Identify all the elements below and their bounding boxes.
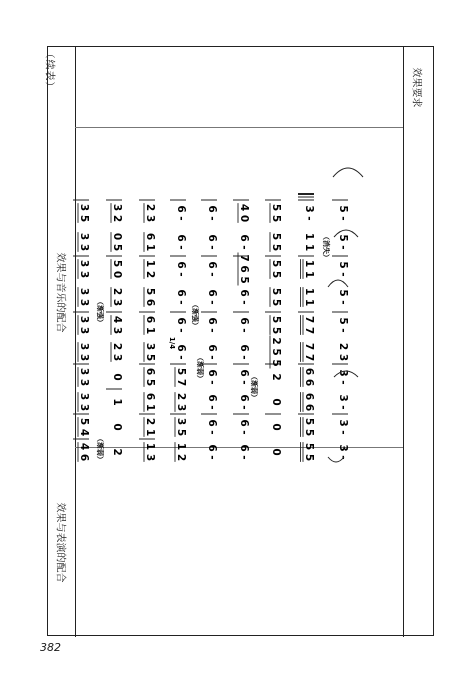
effects-table (47, 46, 434, 636)
jianpu-cell (337, 394, 349, 409)
jianpu-cell (78, 287, 90, 307)
jianpu-cell (144, 287, 156, 307)
jianpu-note: 6 1 (144, 315, 156, 335)
jianpu-cell (303, 205, 315, 220)
slur-curve (328, 280, 348, 287)
jianpu-note: 5 5 (270, 315, 282, 335)
jianpu-cell (111, 448, 123, 455)
jianpu-note: 6 - (238, 419, 250, 435)
jianpu-cell (144, 315, 156, 335)
jianpu-note: 1 3 (144, 442, 156, 462)
jianpu-cell (78, 342, 90, 362)
slur-curve (333, 168, 363, 177)
jianpu-note: 3 5 (175, 417, 187, 437)
jianpu-note: 1 1 (303, 259, 315, 279)
jianpu-cell (175, 392, 187, 412)
jianpu-cell (78, 203, 90, 223)
jianpu-cell (206, 344, 218, 359)
jianpu-cell (303, 233, 315, 251)
jianpu-cell (175, 234, 187, 249)
jianpu-note: 7 7 (303, 342, 315, 362)
jianpu-cell (270, 287, 282, 307)
header-requirements-text: 效果要求 (410, 67, 422, 107)
jianpu-cell (301, 342, 316, 362)
jianpu-cell (78, 367, 90, 387)
jianpu-note: 2 5 5 (270, 337, 282, 367)
jianpu-cell (111, 423, 123, 430)
jianpu-note: 5 - (337, 234, 349, 250)
jianpu-cell (175, 205, 187, 220)
jianpu-cell (270, 373, 282, 380)
jianpu-cell (78, 259, 90, 279)
jianpu-note: 6 - (206, 344, 218, 360)
jianpu-cell (175, 442, 187, 462)
jianpu-cell (206, 444, 218, 459)
jianpu-note: 6 - (206, 444, 218, 460)
jianpu-cell (206, 419, 218, 434)
jianpu-cell (206, 394, 218, 409)
jianpu-cell (301, 259, 316, 279)
jianpu-cell (175, 367, 187, 387)
jianpu-note: 6 - (206, 205, 218, 221)
jianpu-note: 2 3 (337, 342, 349, 362)
jianpu-cell (206, 261, 218, 276)
jianpu-note: 0 (111, 373, 123, 381)
jianpu-note: 6 - (175, 234, 187, 250)
jianpu-note: 0 (270, 398, 282, 406)
jianpu-note: 3 3 (78, 287, 90, 307)
jianpu-note: 6 - (238, 289, 250, 305)
jianpu-cell (238, 369, 250, 384)
jianpu-note: 6 - (238, 369, 250, 385)
jianpu-note: 4 0 (238, 203, 250, 223)
jianpu-cell (238, 289, 250, 304)
jianpu-note: 0 5 (111, 232, 123, 252)
jianpu-note: 6 - (206, 289, 218, 305)
jianpu-cell (238, 419, 250, 434)
dynamic-annotation-text: （渐弱） (196, 354, 204, 382)
jianpu-note: 6 - (175, 205, 187, 221)
dynamic-annotation-text: （消失） (322, 233, 330, 261)
jianpu-cell (144, 232, 156, 252)
jianpu-cell (270, 336, 282, 369)
continued-table-note-text: （续表） (43, 48, 55, 92)
jianpu-note: 3 3 (78, 232, 90, 252)
jianpu-note: 1 1 (303, 232, 315, 252)
jianpu-cell (144, 259, 156, 279)
dynamic-annotation-text: （渐强） (96, 298, 104, 326)
dynamic-annotation (322, 233, 331, 261)
jianpu-note: 5 - (337, 205, 349, 221)
jianpu-note: 6 - (238, 444, 250, 460)
jianpu-cell (238, 317, 250, 332)
jianpu-cell (301, 417, 316, 437)
jianpu-note: 6 5 (144, 367, 156, 387)
jianpu-cell (78, 232, 90, 252)
jianpu-cell (206, 234, 218, 249)
jianpu-note: 5 5 (270, 232, 282, 252)
jianpu-cell (78, 392, 90, 412)
jianpu-cell (238, 234, 250, 249)
jianpu-cell (78, 417, 90, 437)
jianpu-note: 0 (270, 423, 282, 431)
jianpu-note: 3 3 (78, 259, 90, 279)
jianpu-note: 0 (111, 423, 123, 431)
jianpu-note: 6 - (238, 317, 250, 333)
jianpu-cell (144, 367, 156, 387)
jianpu-cell (270, 232, 282, 252)
jianpu-cell (301, 442, 316, 462)
jianpu-cell (144, 417, 156, 437)
jianpu-cell (144, 203, 156, 223)
jianpu-note: 3 - (337, 369, 349, 385)
jianpu-note: 6 - (175, 289, 187, 305)
jianpu-note: 5 5 (270, 259, 282, 279)
dynamic-annotation (250, 373, 259, 401)
jianpu-note: 1 2 (144, 259, 156, 279)
header-performance-text: 效果与表演的配合 (54, 502, 65, 582)
jianpu-cell (337, 317, 349, 332)
jianpu-cell (144, 342, 156, 362)
jianpu-note: 5 7 (175, 367, 187, 387)
jianpu-note: 7 7 (303, 315, 315, 335)
dynamic-annotation-text: （渐弱） (96, 435, 104, 463)
jianpu-note: 3 - (337, 444, 349, 460)
jianpu-cell (175, 317, 187, 332)
jianpu-note: 1 1 (303, 287, 315, 307)
jianpu-cell (206, 289, 218, 304)
jianpu-cell (270, 448, 282, 455)
jianpu-note: 3 3 (78, 367, 90, 387)
jianpu-note: 2 3 (144, 203, 156, 223)
jianpu-cell (111, 342, 123, 362)
jianpu-cell (175, 289, 187, 304)
jianpu-cell (337, 234, 349, 249)
jianpu-cell (270, 315, 282, 335)
jianpu-note: 6 - (206, 369, 218, 385)
jianpu-cell (301, 287, 316, 307)
jianpu-cell (111, 373, 123, 380)
jianpu-cell (111, 315, 123, 335)
jianpu-note: 3 2 (111, 203, 123, 223)
jianpu-note: 3 5 (78, 203, 90, 223)
jianpu-note: 4 3 (111, 315, 123, 335)
fraction-annotation (168, 337, 176, 349)
dynamic-annotation (96, 435, 105, 463)
dynamic-annotation-text: （渐强） (191, 301, 199, 329)
jianpu-cell (238, 444, 250, 459)
jianpu-cell (337, 261, 349, 276)
jianpu-note: 2 3 (175, 392, 187, 412)
jianpu-cell (337, 419, 349, 434)
page-number: 382 (40, 641, 61, 654)
jianpu-cell (337, 205, 349, 220)
jianpu-cell (206, 317, 218, 332)
jianpu-cell (111, 287, 123, 307)
jianpu-cell (175, 261, 187, 276)
jianpu-cell (270, 398, 282, 405)
jianpu-cell (238, 394, 250, 409)
jianpu-note: 5 5 (270, 203, 282, 223)
dynamic-annotation (191, 301, 200, 329)
jianpu-note: 7 6 5 (238, 254, 250, 284)
jianpu-note: 6 - (238, 344, 250, 360)
jianpu-note: 6 1 (144, 232, 156, 252)
jianpu-note: 5 5 (303, 442, 315, 462)
jianpu-note: 6 - (238, 394, 250, 410)
jianpu-note: 4 6 (78, 442, 90, 462)
jianpu-cell (206, 205, 218, 220)
jianpu-note: 3 - (337, 419, 349, 435)
jianpu-cell (144, 442, 156, 462)
dynamic-annotation (96, 298, 105, 326)
jianpu-note: 2 3 (111, 287, 123, 307)
jianpu-note: 6 1 (144, 392, 156, 412)
jianpu-note: 5 - (337, 261, 349, 277)
header-music-text: 效果与音乐的配合 (54, 252, 65, 332)
jianpu-cell (206, 369, 218, 384)
jianpu-note: 5 6 (144, 287, 156, 307)
jianpu-note: 5 4 (78, 417, 90, 437)
jianpu-note: 0 (270, 448, 282, 456)
jianpu-note: 5 - (337, 317, 349, 333)
jianpu-cell (111, 232, 123, 252)
jianpu-cell (175, 417, 187, 437)
jianpu-note: 6 - (206, 234, 218, 250)
jianpu-note: 5 0 (111, 259, 123, 279)
jianpu-note: 5 5 (303, 417, 315, 437)
jianpu-cell (301, 315, 316, 335)
jianpu-cell (337, 289, 349, 304)
jianpu-cell (301, 367, 316, 387)
dynamic-annotation-text: （渐弱） (250, 373, 258, 401)
jianpu-cell (270, 259, 282, 279)
fraction-annotation-text: 1/4 (168, 336, 176, 350)
jianpu-cell (78, 442, 90, 462)
dynamic-annotation (196, 354, 205, 382)
jianpu-note: 6 6 (303, 367, 315, 387)
jianpu-cell (111, 398, 123, 405)
jianpu-cell (270, 423, 282, 430)
jianpu-note: 3 - (337, 394, 349, 410)
jianpu-cell (337, 444, 349, 459)
jianpu-note: 6 - (206, 317, 218, 333)
jianpu-cell (78, 315, 90, 335)
jianpu-note: 6 - (175, 317, 187, 333)
jianpu-note: 6 - (175, 261, 187, 277)
jianpu-note: 6 6 (303, 392, 315, 412)
jianpu-note: 6 - (175, 344, 187, 360)
jianpu-note: 3 3 (78, 315, 90, 335)
jianpu-note: 6 - (206, 419, 218, 435)
jianpu-cell (111, 259, 123, 279)
jianpu-cell (238, 253, 250, 286)
jianpu-note: 2 3 (111, 342, 123, 362)
jianpu-note: 1 (111, 398, 123, 406)
jianpu-note: 3 3 (78, 342, 90, 362)
jianpu-note: 2 (111, 448, 123, 456)
jianpu-cell (238, 203, 250, 223)
jianpu-cell (111, 203, 123, 223)
jianpu-note: 6 - (238, 234, 250, 250)
jianpu-note: 1 2 (175, 442, 187, 462)
jianpu-cell (238, 344, 250, 359)
jianpu-note: 6 - (206, 261, 218, 277)
jianpu-note: 3 5 (144, 342, 156, 362)
jianpu-cell (301, 392, 316, 412)
jianpu-cell (337, 343, 349, 361)
jianpu-note: 5 5 (270, 287, 282, 307)
jianpu-note: 2 1 (144, 417, 156, 437)
jianpu-cell (144, 392, 156, 412)
jianpu-note: 2 (270, 373, 282, 381)
jianpu-note: 3 3 (78, 392, 90, 412)
jianpu-note: 6 - (206, 394, 218, 410)
jianpu-note: 3 - (303, 205, 315, 221)
notation-area (48, 47, 435, 637)
jianpu-cell (270, 203, 282, 223)
jianpu-note: 5 - (337, 289, 349, 305)
